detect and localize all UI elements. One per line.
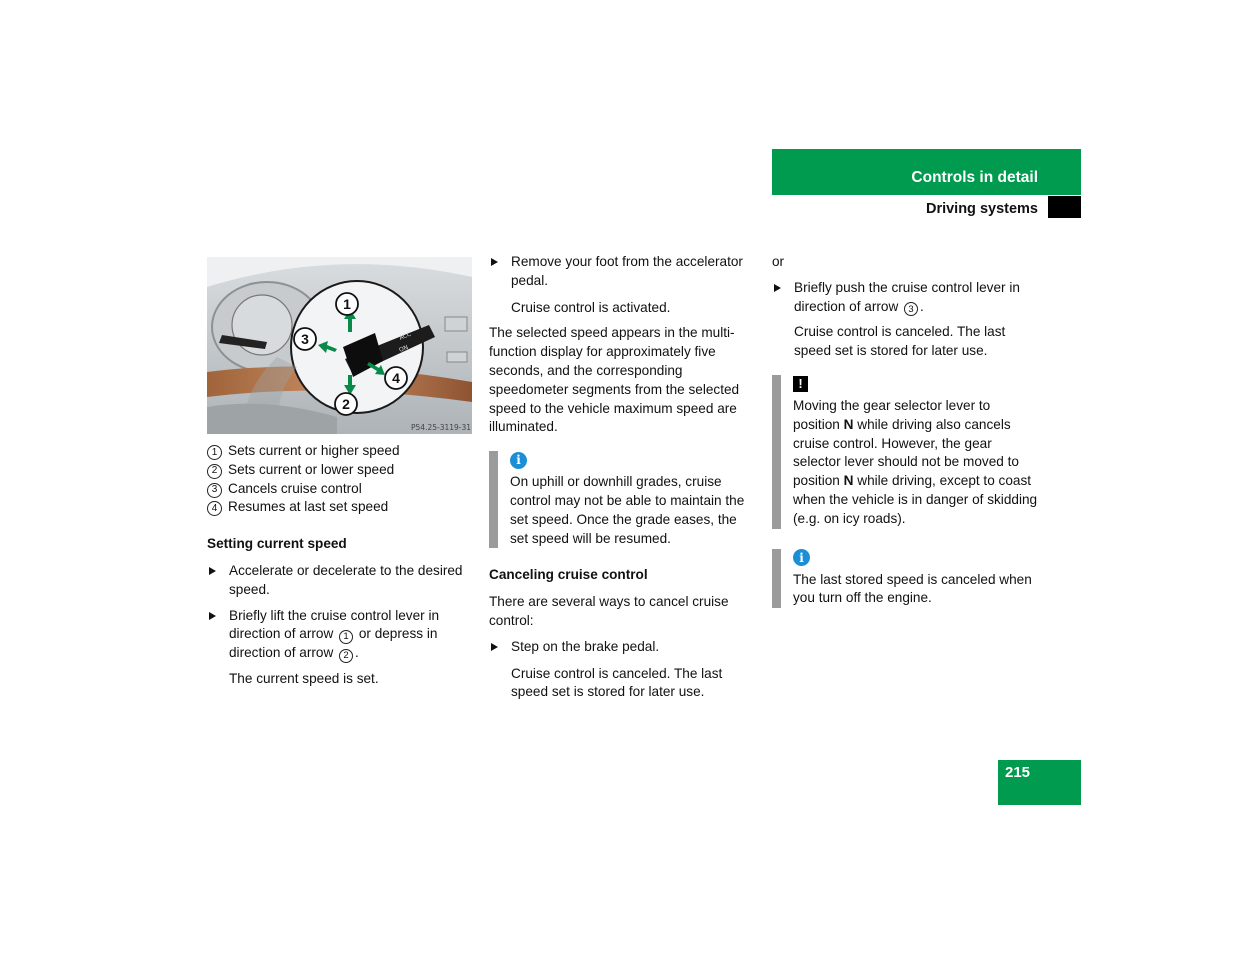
bullet-arrow-icon (491, 258, 498, 266)
step-accelerate: Accelerate or decelerate to the desired speed. (207, 562, 475, 600)
svg-text:4: 4 (392, 370, 400, 386)
subtitle-marker (1048, 196, 1081, 218)
svg-text:3: 3 (301, 331, 309, 347)
lever-label-acc: ACC (398, 330, 413, 342)
bullet-arrow-icon (491, 643, 498, 651)
bullet-arrow-icon (209, 612, 216, 620)
result-canceled-2: Cruise control is canceled. The last speed set is stored for later use. (794, 324, 1006, 359)
column-1 (207, 442, 475, 689)
or-text: or (772, 254, 785, 269)
paragraph-display: The selected speed appears in the multi-function display for approximately five seconds, and the corresponding speedometer segments from the selected speed to the vehicle maximum speed are illuminated. (489, 325, 740, 435)
lever-label-on: ON (398, 343, 410, 354)
callout-3 (294, 328, 316, 350)
info-icon: i (510, 452, 527, 469)
column-3 (772, 253, 1040, 608)
info-note-engine: i The last stored speed is canceled when you turn off the engine. (772, 549, 1040, 609)
note-bar (772, 549, 781, 609)
step-push-lever: Briefly push the cruise control lever in direction of arrow 3 . (772, 279, 1040, 317)
legend-item-1: 1 Sets current or higher speed (207, 442, 475, 461)
info-icon: i (793, 549, 810, 566)
result-activated: Cruise control is activated. (511, 299, 671, 315)
step-brake: Step on the brake pedal. (489, 638, 757, 657)
note-bar (489, 451, 498, 548)
paragraph-ways: There are several ways to cancel cruise control: (489, 594, 729, 628)
figure-code: P54.25-3119-31 (411, 423, 472, 432)
legend-item-4: 4 Resumes at last set speed (207, 498, 475, 517)
legend-item-3: 3 Cancels cruise control (207, 480, 475, 499)
bullet-arrow-icon (209, 567, 216, 575)
callout-1 (336, 293, 358, 315)
step-lift-lever: Briefly lift the cruise control lever in direction of arrow 1 or depress in direction of arrow 2 . (207, 607, 475, 663)
section-subtitle: Driving systems (925, 201, 1038, 217)
note-bar (772, 375, 781, 529)
info-note-grades: i On uphill or downhill grades, cruise control may not be able to maintain the set speed. Once the grade eases, the set speed will be resumed. (489, 451, 757, 548)
warning-icon: ! (793, 376, 808, 392)
legend-item-2: 2 Sets current or lower speed (207, 461, 475, 480)
cruise-control-figure (207, 257, 472, 434)
column-2 (489, 253, 757, 702)
callout-2 (335, 393, 357, 415)
section-title: Controls in detail (911, 169, 1038, 186)
step-remove-foot: Remove your foot from the accelerator pedal. (489, 253, 757, 291)
section-header-bar (772, 149, 1081, 195)
svg-text:2: 2 (342, 396, 350, 412)
callout-4 (385, 367, 407, 389)
bullet-arrow-icon (774, 284, 781, 292)
heading-canceling: Canceling cruise control (489, 567, 648, 583)
result-speed-set: The current speed is set. (229, 670, 379, 686)
svg-text:1: 1 (343, 296, 351, 312)
heading-setting-speed: Setting current speed (207, 536, 347, 552)
page-number: 215 (1005, 764, 1031, 781)
warning-note-gear: ! Moving the gear selector lever to position N while driving also cancels cruise control. However, the gear selector lever should not be moved to position N while driving, except to coast when the vehicle is in danger of skidding (e.g. on icy roads). (772, 375, 1040, 529)
page-number-box (998, 760, 1081, 805)
result-canceled: Cruise control is canceled. The last speed set is stored for later use. (511, 665, 723, 700)
